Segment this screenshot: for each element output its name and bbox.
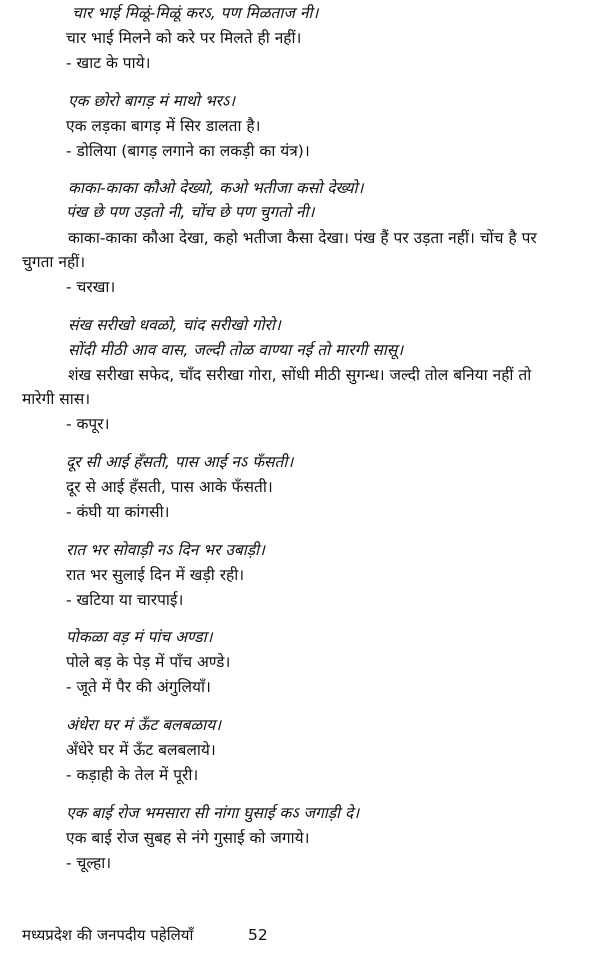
footer-book-title: मध्यप्रदेश की जनपदीय पहेलियाँ [22, 926, 194, 944]
translation-line: काका-काका कौआ देखा, कहो भतीजा कैसा देखा। पंख हैं पर उड़ता नहीं। चोंच है पर [68, 229, 537, 247]
translation-line: मारेगी सास। [22, 390, 91, 408]
answer-line: - कपूर। [66, 415, 110, 433]
answer-line: - खाट के पाये। [66, 54, 151, 72]
answer-line: - जूते में पैर की अंगुलियाँ। [66, 678, 211, 696]
translation-line: रात भर सुलाई दिन में खड़ी रही। [66, 566, 245, 584]
riddle-line: सोंदी मीठी आव वास, जल्दी तोळ वाण्या नई तो मारगी सासू। [68, 341, 404, 359]
answer-line: - कंघी या कांगसी। [66, 503, 170, 521]
riddle-line: पंख छे पण उड़तो नी, चोंच छे पण चुगतो नी। [66, 203, 315, 221]
riddle-line: एक छोरो बागड़ मं माथो भरऽ। [68, 92, 236, 110]
riddle-line: पोकळा वड़ मं पांच अण्डा। [66, 628, 213, 646]
riddle-line: दूर सी आई हँसती, पास आई नऽ फँसती। [66, 453, 294, 471]
translation-line: चुगता नहीं। [22, 253, 86, 271]
answer-line: - कड़ाही के तेल में पूरी। [66, 766, 199, 784]
translation-line: एक लड़का बागड़ में सिर डालता है। [66, 117, 261, 135]
answer-line: - डोलिया (बागड़ लगाने का लकड़ी का यंत्र)। [66, 142, 310, 160]
answer-line: - चरखा। [66, 278, 116, 296]
page-number: 52 [248, 926, 268, 944]
translation-line: एक बाई रोज सुबह से नंगे गुसाई को जगाये। [66, 829, 310, 847]
answer-line: - खटिया या चारपाई। [66, 591, 184, 609]
translation-line: दूर से आई हँसती, पास आके फँसती। [66, 478, 273, 496]
answer-line: - चूल्हा। [66, 854, 112, 872]
riddle-line: संख सरीखो धवळो, चांद सरीखो गोरो। [68, 316, 281, 334]
translation-line: अँधेरे घर में ऊँट बलबलाये। [66, 741, 216, 759]
riddle-line: एक बाई रोज भमसारा सी नांगा घुसाई कऽ जगाड़ी दे। [66, 804, 360, 822]
riddle-line: काका-काका कौओ देख्यो, कओ भतीजा कसो देख्यो। [68, 179, 364, 197]
translation-line: शंख सरीखा सफेद, चाँद सरीखा गोरा, सोंधी मीठी सुगन्ध। जल्दी तोल बनिया नहीं तो [68, 366, 532, 384]
riddle-line: अंधेरा घर मं ऊँट बलबळाय। [66, 716, 222, 734]
riddle-line: चार भाई मिळूं-मिळूं करऽ, पण मिळताज नी। [72, 4, 319, 22]
translation-line: पोले बड़ के पेड़ में पाँच अण्डे। [66, 653, 231, 671]
translation-line: चार भाई मिलने को करे पर मिलते ही नहीं। [66, 29, 302, 47]
riddle-line: रात भर सोवाड़ी नऽ दिन भर उबाड़ी। [66, 541, 265, 559]
